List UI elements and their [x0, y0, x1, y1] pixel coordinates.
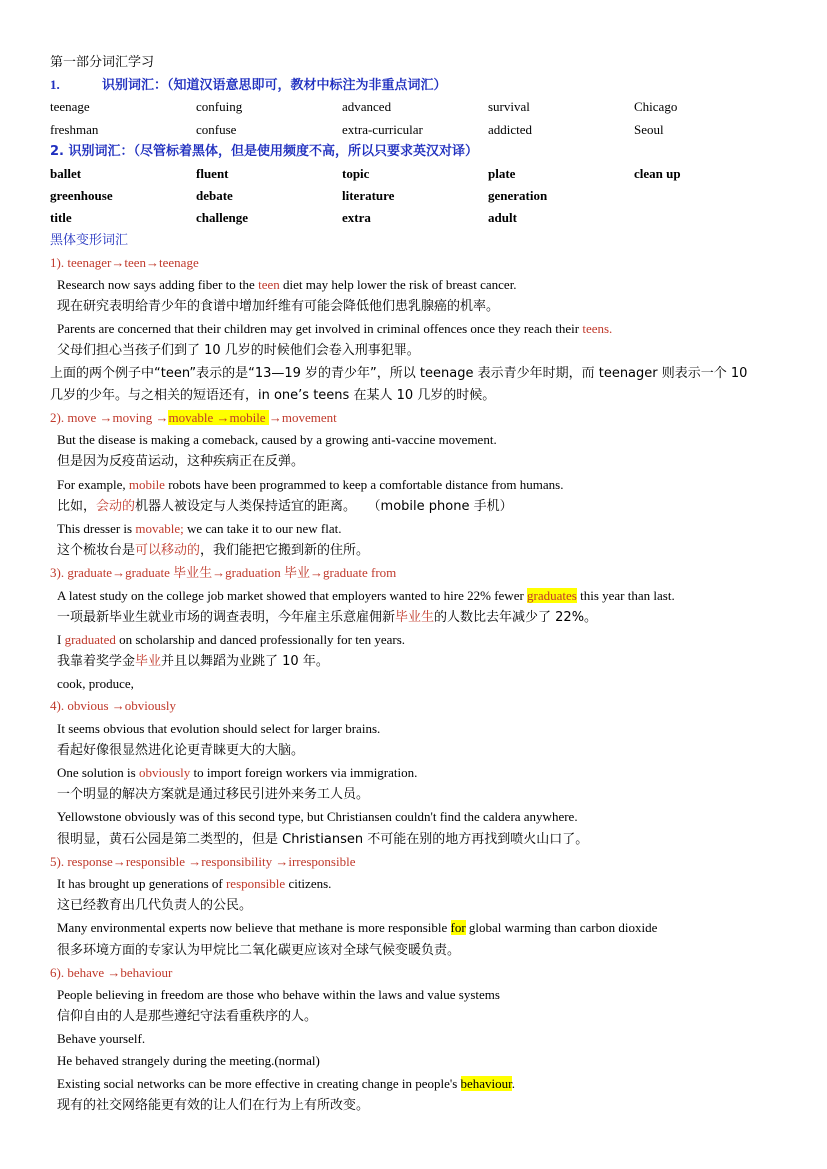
document-page: [50, 52, 780, 1117]
vocab-word: [634, 207, 780, 229]
vocab-word: topic: [342, 165, 370, 181]
text: This dresser is: [57, 520, 136, 536]
arrow-icon: →: [112, 565, 126, 581]
arrow-icon: →: [99, 410, 113, 425]
vocab-row: [50, 163, 780, 185]
keyword: mobile: [128, 476, 165, 492]
vocab-row: [50, 207, 780, 229]
translation: [50, 651, 780, 673]
vocab-word: title: [50, 210, 72, 226]
vocab-word: extra-curricular: [342, 121, 423, 137]
group-5-heading: [50, 851, 780, 873]
vocab-word: extra: [342, 210, 371, 226]
word: 毕业生: [173, 566, 213, 582]
text: robots have been programmed to keep a comfortable distance from humans.: [164, 476, 564, 492]
note: 上面的两个例子中“teen”表示的是“13—19 岁的青少年”，所以 teenage 表示青少年时期，而 teenager 则表示一个 10: [50, 365, 748, 381]
translation: [50, 496, 780, 518]
vocab-row: [50, 119, 780, 141]
keyword: responsible: [225, 875, 286, 891]
translation: 看起好像很显然进化论更青睐更大的大脑。: [57, 742, 305, 758]
group-2-heading: [50, 407, 780, 429]
example-sentence: Behave yourself.: [57, 1031, 146, 1047]
text: It has brought up generations of: [57, 875, 226, 891]
section-2-heading: 2. 识别词汇：（尽管标着黑体，但是使用频度不高，所以只要求英汉对译）: [50, 143, 479, 159]
text: global warming than carbon dioxide: [465, 920, 658, 936]
vocab-row: [50, 185, 780, 207]
text: 的人数比去年减少了 22%。: [434, 609, 598, 625]
vocab-word: Seoul: [634, 121, 664, 137]
arrow-icon: →: [188, 853, 202, 869]
arrow-icon: →: [111, 698, 125, 714]
example-sentence: [50, 873, 780, 895]
arrow-icon: →: [275, 853, 289, 869]
keyword: 会动的: [96, 498, 136, 514]
keyword: behaviour: [460, 1075, 512, 1091]
word: teen: [124, 254, 147, 270]
text: 这个梳妆台是: [57, 543, 136, 559]
text: ，我们能把它搬到新的住所。: [200, 543, 370, 559]
word: graduate from: [322, 565, 397, 581]
section-1-number: 1.: [50, 77, 60, 93]
word: movable: [168, 410, 217, 425]
word: movement: [281, 410, 337, 425]
word: obviously: [124, 698, 177, 714]
example-sentence: Yellowstone obviously was of this second type, but Christiansen couldn't find the caldera anywhere.: [57, 809, 578, 825]
example-sentence: [50, 762, 780, 784]
vocab-word: [634, 185, 780, 207]
translation: 一个明显的解决方案就是通过移民引进外来务工人员。: [57, 787, 370, 803]
word: 毕业: [283, 566, 310, 582]
word: moving: [112, 410, 156, 425]
vocab-word: confuing: [196, 99, 243, 115]
keyword: movable;: [135, 520, 184, 536]
text: we can take it to our new flat.: [183, 520, 342, 536]
translation: 现有的社交网络能更有效的让人们在行为上有所改变。: [57, 1097, 370, 1113]
word: 5). response: [50, 853, 113, 869]
arrow-icon: →: [146, 254, 160, 270]
text: .: [511, 1075, 516, 1091]
example-sentence: [50, 1073, 780, 1095]
section-1-label: 识别词汇：（知道汉语意思即可，教材中标注为非重点词汇）: [102, 78, 447, 94]
text: Existing social networks can be more effective in creating change in people's: [57, 1075, 461, 1091]
text: Parents are concerned that their children may get involved in criminal offences once they reach their: [57, 321, 583, 337]
text: 一项最新毕业生就业市场的调查表明，今年雇主乐意雇佣新: [57, 609, 396, 625]
text: A latest study on the college job market showed that employers wanted to hire 22% fewer: [57, 587, 528, 603]
word: teenage: [159, 254, 199, 270]
arrow-icon: →: [155, 410, 169, 425]
keyword: obviously: [138, 765, 191, 780]
translation: [50, 607, 780, 629]
example-sentence: [50, 474, 780, 496]
example-sentence: [50, 917, 780, 939]
example-sentence: But the disease is making a comeback, caused by a growing anti-vaccine movement.: [57, 432, 497, 448]
arrow-icon: →: [212, 565, 226, 581]
vocab-word: greenhouse: [50, 188, 113, 204]
keyword: graduated: [64, 631, 116, 647]
example-sentence: [50, 518, 780, 540]
example-sentence: [50, 585, 780, 607]
vocab-word: survival: [488, 99, 530, 115]
text: （mobile phone 手机）: [374, 498, 513, 514]
word: responsibility: [201, 853, 276, 869]
section-1-heading: [50, 74, 780, 96]
vocab-word: confuse: [196, 121, 237, 137]
vocab-word: debate: [196, 188, 233, 204]
subheading-bold-variants: 黑体变形词汇: [50, 232, 129, 248]
word: graduation: [225, 565, 284, 581]
text: 我靠着奖学金: [57, 654, 136, 670]
page-title: 第一部分词汇学习: [50, 55, 155, 70]
word: mobile: [229, 410, 269, 425]
arrow-icon: →: [216, 410, 230, 425]
vocab-word: generation: [488, 188, 548, 204]
text: diet may help lower the risk of breast cancer.: [279, 276, 517, 292]
text: I: [57, 631, 65, 647]
vocab-word: plate: [488, 165, 516, 181]
word: 3). graduate: [50, 565, 113, 581]
vocab-word: literature: [342, 188, 395, 204]
text: to import foreign workers via immigration.: [190, 765, 418, 780]
example-sentence: He behaved strangely during the meeting.(normal): [57, 1053, 320, 1069]
vocab-word: Chicago: [634, 99, 678, 115]
translation: 现在研究表明给青少年的食谱中增加纤维有可能会降低他们患乳腺癌的机率。: [57, 299, 500, 315]
text: 机器人被设定与人类保持适宜的距离。: [135, 498, 357, 514]
vocab-word: fluent: [196, 165, 229, 181]
vocab-word: ballet: [50, 165, 82, 181]
word: responsible: [125, 853, 189, 869]
text: Many environmental experts now believe that methane is more responsible: [57, 920, 451, 936]
word: behaviour: [120, 964, 173, 980]
group-3-heading: [50, 562, 780, 584]
text: For example,: [57, 476, 129, 492]
vocab-word: adult: [488, 210, 517, 226]
vocab-word: addicted: [488, 121, 533, 137]
arrow-icon: →: [111, 254, 125, 270]
word: 2). move: [50, 410, 100, 425]
text: Research now says adding fiber to the: [57, 276, 259, 292]
keyword: 可以移动的: [135, 543, 201, 559]
example-sentence: It seems obvious that evolution should select for larger brains.: [57, 720, 381, 736]
arrow-icon: →: [107, 964, 121, 980]
translation: 信仰自由的人是那些遵纪守法看重秩序的人。: [57, 1009, 318, 1025]
vocab-word: teenage: [50, 99, 90, 115]
keyword: teens.: [582, 321, 613, 337]
translation: 但是因为反疫苗运动，这种疾病正在反弹。: [57, 454, 305, 470]
example-sentence: [50, 274, 780, 296]
translation: 父母们担心当孩子们到了 10 几岁的时候他们会卷入刑事犯罪。: [57, 343, 420, 359]
text: One solution is: [57, 765, 139, 780]
word: irresponsible: [288, 853, 356, 869]
text: this year than last.: [576, 587, 675, 603]
text: on scholarship and danced professionally for ten years.: [115, 631, 406, 647]
example-sentence: [50, 629, 780, 651]
word: 6). behave: [50, 964, 108, 980]
text: citizens.: [285, 875, 332, 891]
example-sentence: People believing in freedom are those who behave within the laws and value systems: [57, 986, 500, 1002]
word: 4). obvious: [50, 698, 112, 714]
translation: [50, 540, 780, 562]
example-sentence: cook, produce,: [57, 676, 134, 692]
text: 并且以舞蹈为业跳了 10 年。: [161, 654, 329, 670]
arrow-icon: →: [309, 565, 323, 581]
group-1-heading: [50, 252, 780, 274]
example-sentence: [50, 318, 780, 340]
note: 几岁的少年。与之相关的短语还有，in one’s teens 在某人 10 几岁的时候。: [50, 387, 496, 403]
vocab-row: [50, 96, 780, 118]
vocab-word: advanced: [342, 99, 392, 115]
word: graduate: [125, 565, 174, 581]
vocab-word: freshman: [50, 121, 99, 137]
text: 比如，: [57, 498, 97, 514]
keyword: teen: [258, 276, 280, 292]
translation: 很明显，黄石公园是第二类型的，但是 Christiansen 不可能在别的地方再找到喷火山口了。: [57, 831, 589, 847]
arrow-icon: →: [112, 853, 126, 869]
word: 1). teenager: [50, 254, 112, 270]
arrow-icon: →: [268, 410, 282, 425]
translation: 这已经教育出几代负责人的公民。: [57, 898, 253, 914]
translation: 很多环境方面的专家认为甲烷比二氧化碳更应该对全球气候变暖负责。: [57, 942, 461, 958]
group-6-heading: [50, 962, 780, 984]
keyword: 毕业: [135, 654, 162, 670]
group-4-heading: [50, 695, 780, 717]
vocab-word: challenge: [196, 210, 248, 226]
keyword: graduates: [527, 587, 577, 603]
keyword: for: [450, 920, 466, 936]
vocab-word: clean up: [634, 165, 681, 181]
keyword: 毕业生: [395, 609, 435, 625]
